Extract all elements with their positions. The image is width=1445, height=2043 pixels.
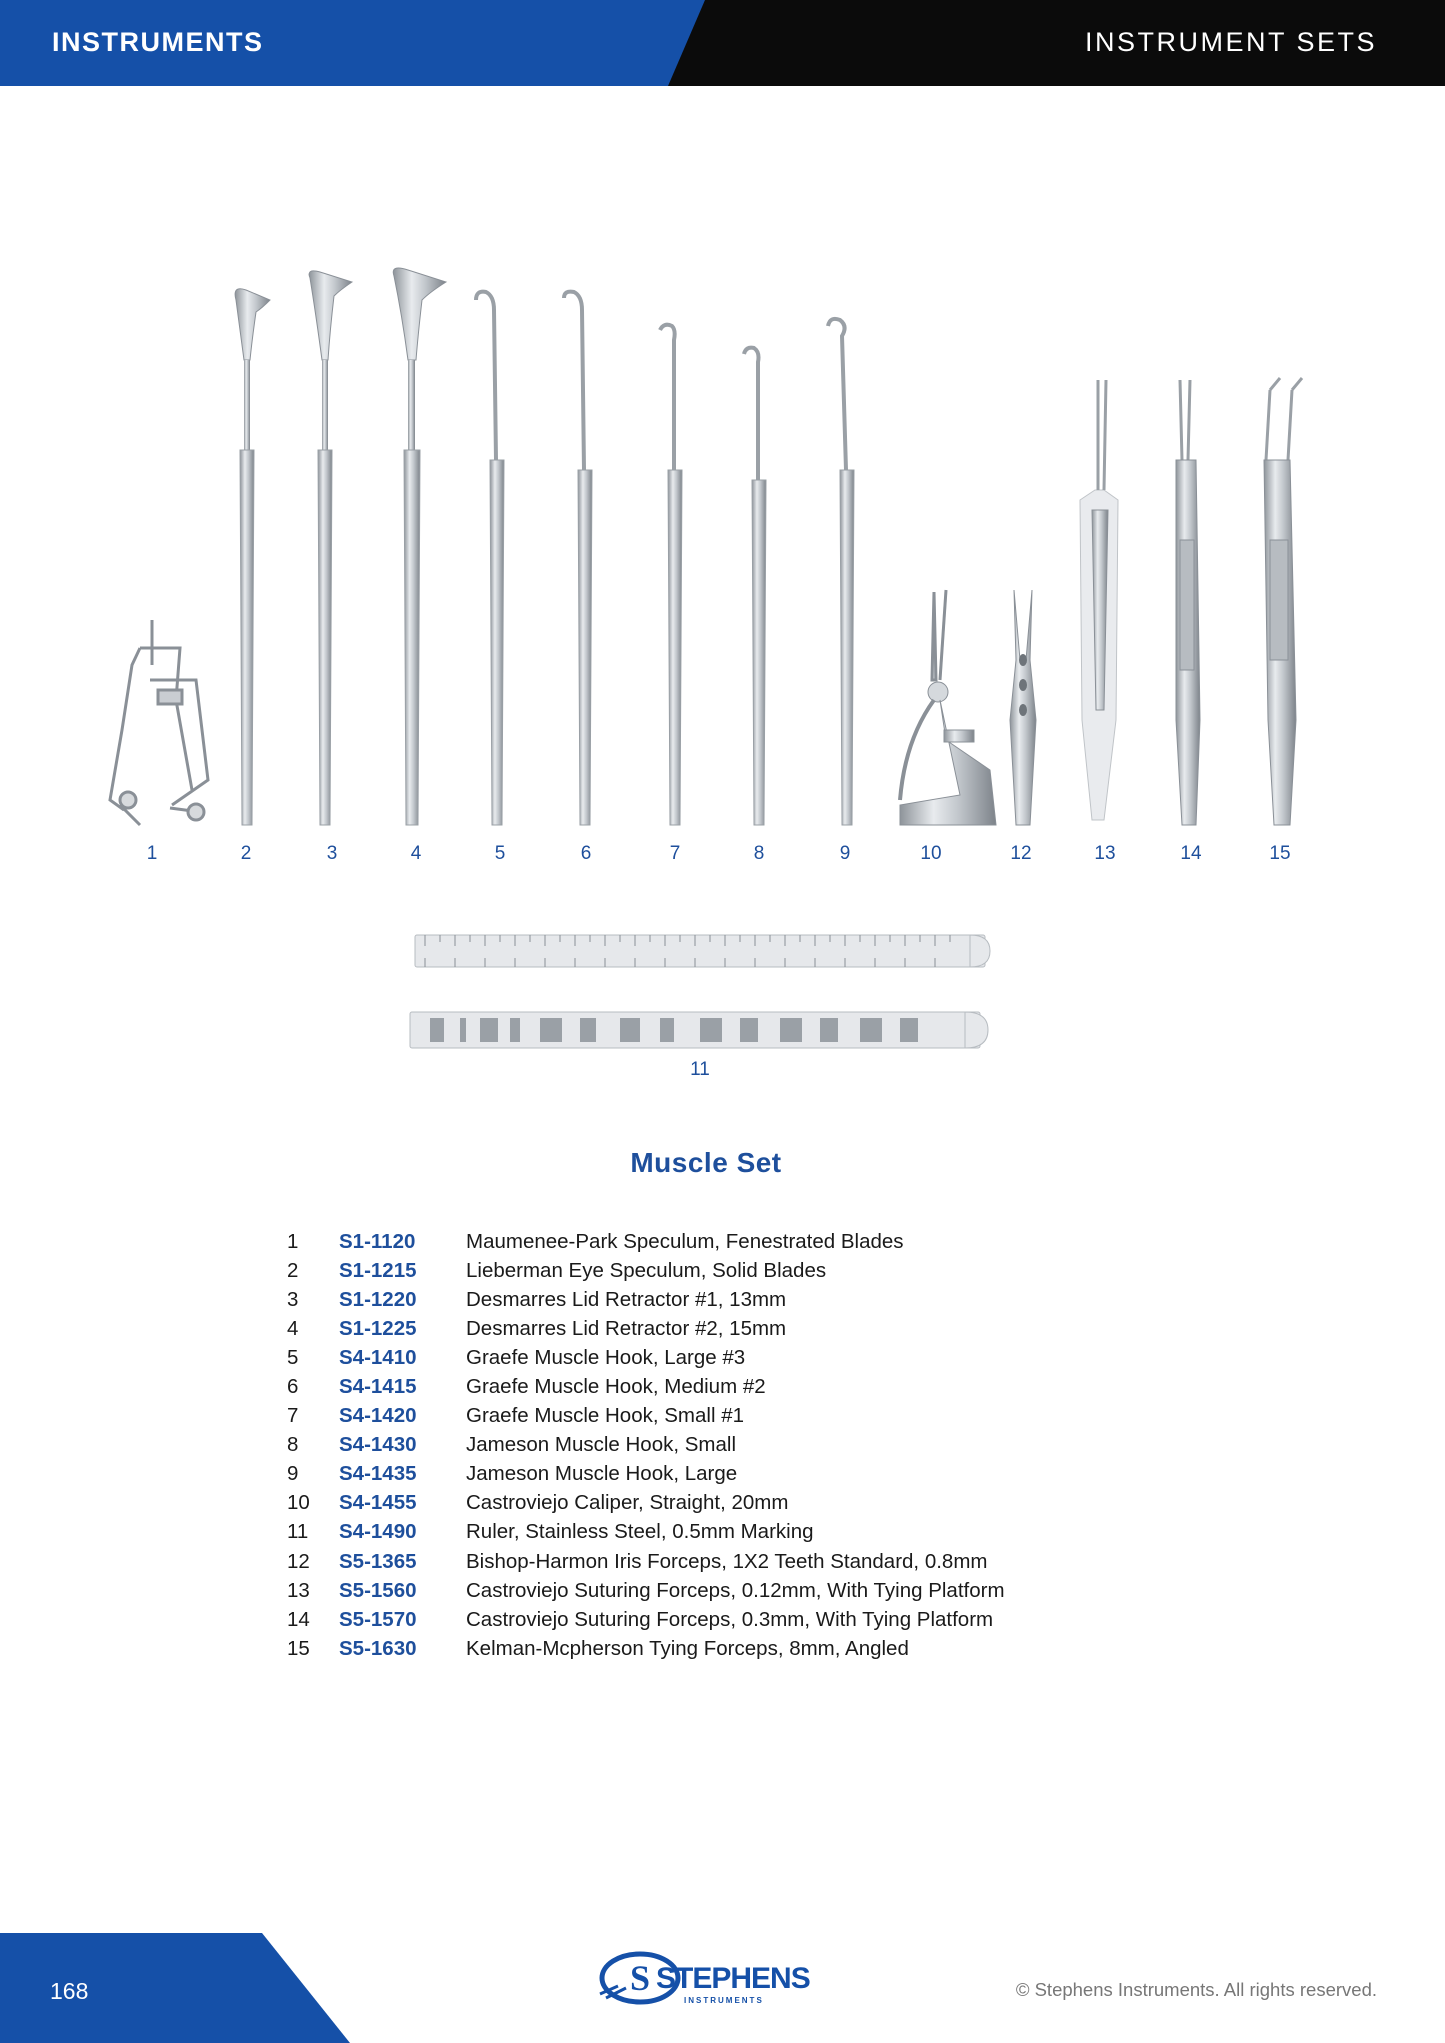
item-number: 6 (287, 1375, 299, 1399)
item-number: 7 (287, 1404, 299, 1428)
set-item-row (287, 1518, 1187, 1547)
item-number: 14 (287, 1607, 310, 1631)
item-code: S4-1455 (339, 1491, 417, 1515)
item-description: Kelman-Mcpherson Tying Forceps, 8mm, Angled (466, 1636, 909, 1660)
muscle-hook-5-image (476, 292, 504, 825)
copyright-notice: © Stephens Instruments. All rights reserved. (1015, 1979, 1377, 2000)
muscle-hook-9-image (828, 319, 854, 825)
set-title: Muscle Set (630, 1147, 782, 1178)
instrument-illustration (0, 260, 1445, 840)
set-item-row (287, 1634, 1187, 1663)
instrument-label: 10 (920, 843, 942, 864)
item-description: Maumenee-Park Speculum, Fenestrated Blades (466, 1229, 904, 1253)
item-number: 9 (287, 1462, 299, 1486)
item-description: Bishop-Harmon Iris Forceps, 1X2 Teeth Standard, 0.8mm (466, 1549, 988, 1573)
instrument-label: 5 (494, 843, 506, 864)
item-number: 2 (287, 1258, 299, 1282)
item-description: Lieberman Eye Speculum, Solid Blades (466, 1258, 827, 1282)
item-number: 15 (287, 1636, 310, 1660)
item-description: Castroviejo Caliper, Straight, 20mm (466, 1491, 789, 1515)
instrument-label: 8 (753, 843, 765, 864)
item-number: 1 (287, 1229, 299, 1253)
instrument-label: 12 (1010, 843, 1032, 864)
logo-subtext: INSTRUMENTS (684, 1996, 764, 2005)
set-item-row (287, 1314, 1187, 1343)
muscle-hook-7-image (660, 325, 682, 825)
ruler-11-image (380, 920, 1020, 1060)
suturing-forceps-14-image (1176, 380, 1200, 825)
item-description: Graefe Muscle Hook, Medium #2 (466, 1375, 766, 1399)
caliper-10-image (900, 590, 996, 825)
item-description: Desmarres Lid Retractor #2, 15mm (466, 1316, 787, 1340)
item-code: S4-1420 (339, 1404, 417, 1428)
set-item-row (287, 1256, 1187, 1285)
item-code: S1-1120 (339, 1229, 416, 1253)
retractor-2-image (235, 289, 270, 825)
suturing-forceps-13-image (1080, 380, 1118, 820)
set-item-row (287, 1372, 1187, 1401)
instrument-label: 3 (326, 843, 338, 864)
item-code: S5-1560 (339, 1578, 417, 1602)
instrument-label: 9 (839, 843, 851, 864)
set-item-row (287, 1576, 1187, 1605)
instrument-label: 13 (1094, 843, 1116, 864)
muscle-hook-6-image (564, 292, 592, 825)
retractor-3-image (309, 271, 352, 825)
item-description: Jameson Muscle Hook, Small (466, 1433, 737, 1457)
item-code: S1-1225 (339, 1316, 417, 1340)
instrument-label: 15 (1269, 843, 1291, 864)
instrument-label: 2 (240, 843, 252, 864)
item-code: S4-1415 (339, 1375, 417, 1399)
set-item-row (287, 1285, 1187, 1314)
set-item-row (287, 1343, 1187, 1372)
item-number: 3 (287, 1287, 299, 1311)
instrument-label: 7 (669, 843, 681, 864)
item-number: 13 (287, 1578, 310, 1602)
item-code: S5-1570 (339, 1607, 417, 1631)
instrument-label: 14 (1180, 843, 1202, 864)
retractor-4-image (393, 268, 446, 825)
set-item-row (287, 1489, 1187, 1518)
item-code: S4-1410 (339, 1345, 417, 1369)
item-description: Graefe Muscle Hook, Small #1 (466, 1404, 745, 1428)
item-code: S5-1630 (339, 1636, 417, 1660)
set-item-row (287, 1431, 1187, 1460)
instrument-label: 1 (146, 843, 158, 864)
set-item-row (287, 1227, 1187, 1256)
item-number: 12 (287, 1549, 310, 1573)
speculum-1-image (110, 620, 208, 825)
set-item-row (287, 1402, 1187, 1431)
item-code: S5-1365 (339, 1549, 417, 1573)
svg-text:S: S (630, 1958, 651, 1998)
item-description: Castroviejo Suturing Forceps, 0.3mm, With Tying Platform (466, 1607, 994, 1631)
item-code: S4-1435 (339, 1462, 417, 1486)
page-header (0, 0, 1445, 86)
item-code: S1-1215 (339, 1258, 417, 1282)
item-code: S4-1430 (339, 1433, 417, 1457)
item-number: 5 (287, 1345, 299, 1369)
instrument-label: 6 (580, 843, 592, 864)
item-description: Ruler, Stainless Steel, 0.5mm Marking (466, 1520, 814, 1544)
category-title: INSTRUMENT SETS (1084, 27, 1377, 57)
item-description: Castroviejo Suturing Forceps, 0.12mm, With Tying Platform (466, 1578, 1005, 1602)
instrument-label: 11 (690, 1059, 710, 1080)
instrument-label: 4 (410, 843, 422, 864)
set-item-row (287, 1547, 1187, 1576)
iris-forceps-12-image (1010, 590, 1036, 825)
set-item-row (287, 1460, 1187, 1489)
section-title: INSTRUMENTS (52, 27, 264, 57)
item-number: 8 (287, 1433, 299, 1457)
page-number: 168 (50, 1978, 89, 2004)
item-code: S4-1490 (339, 1520, 417, 1544)
stephens-logo (596, 1946, 826, 2010)
item-code: S1-1220 (339, 1287, 417, 1311)
set-item-list (287, 1227, 1187, 1663)
logo-text: STEPHENS (656, 1962, 810, 1995)
muscle-hook-8-image (744, 348, 766, 825)
item-description: Graefe Muscle Hook, Large #3 (466, 1345, 746, 1369)
item-description: Jameson Muscle Hook, Large (466, 1462, 738, 1486)
tying-forceps-15-image (1264, 378, 1302, 825)
set-item-row (287, 1605, 1187, 1634)
item-number: 11 (287, 1520, 309, 1544)
item-description: Desmarres Lid Retractor #1, 13mm (466, 1287, 787, 1311)
item-number: 4 (287, 1316, 299, 1340)
item-number: 10 (287, 1491, 310, 1515)
